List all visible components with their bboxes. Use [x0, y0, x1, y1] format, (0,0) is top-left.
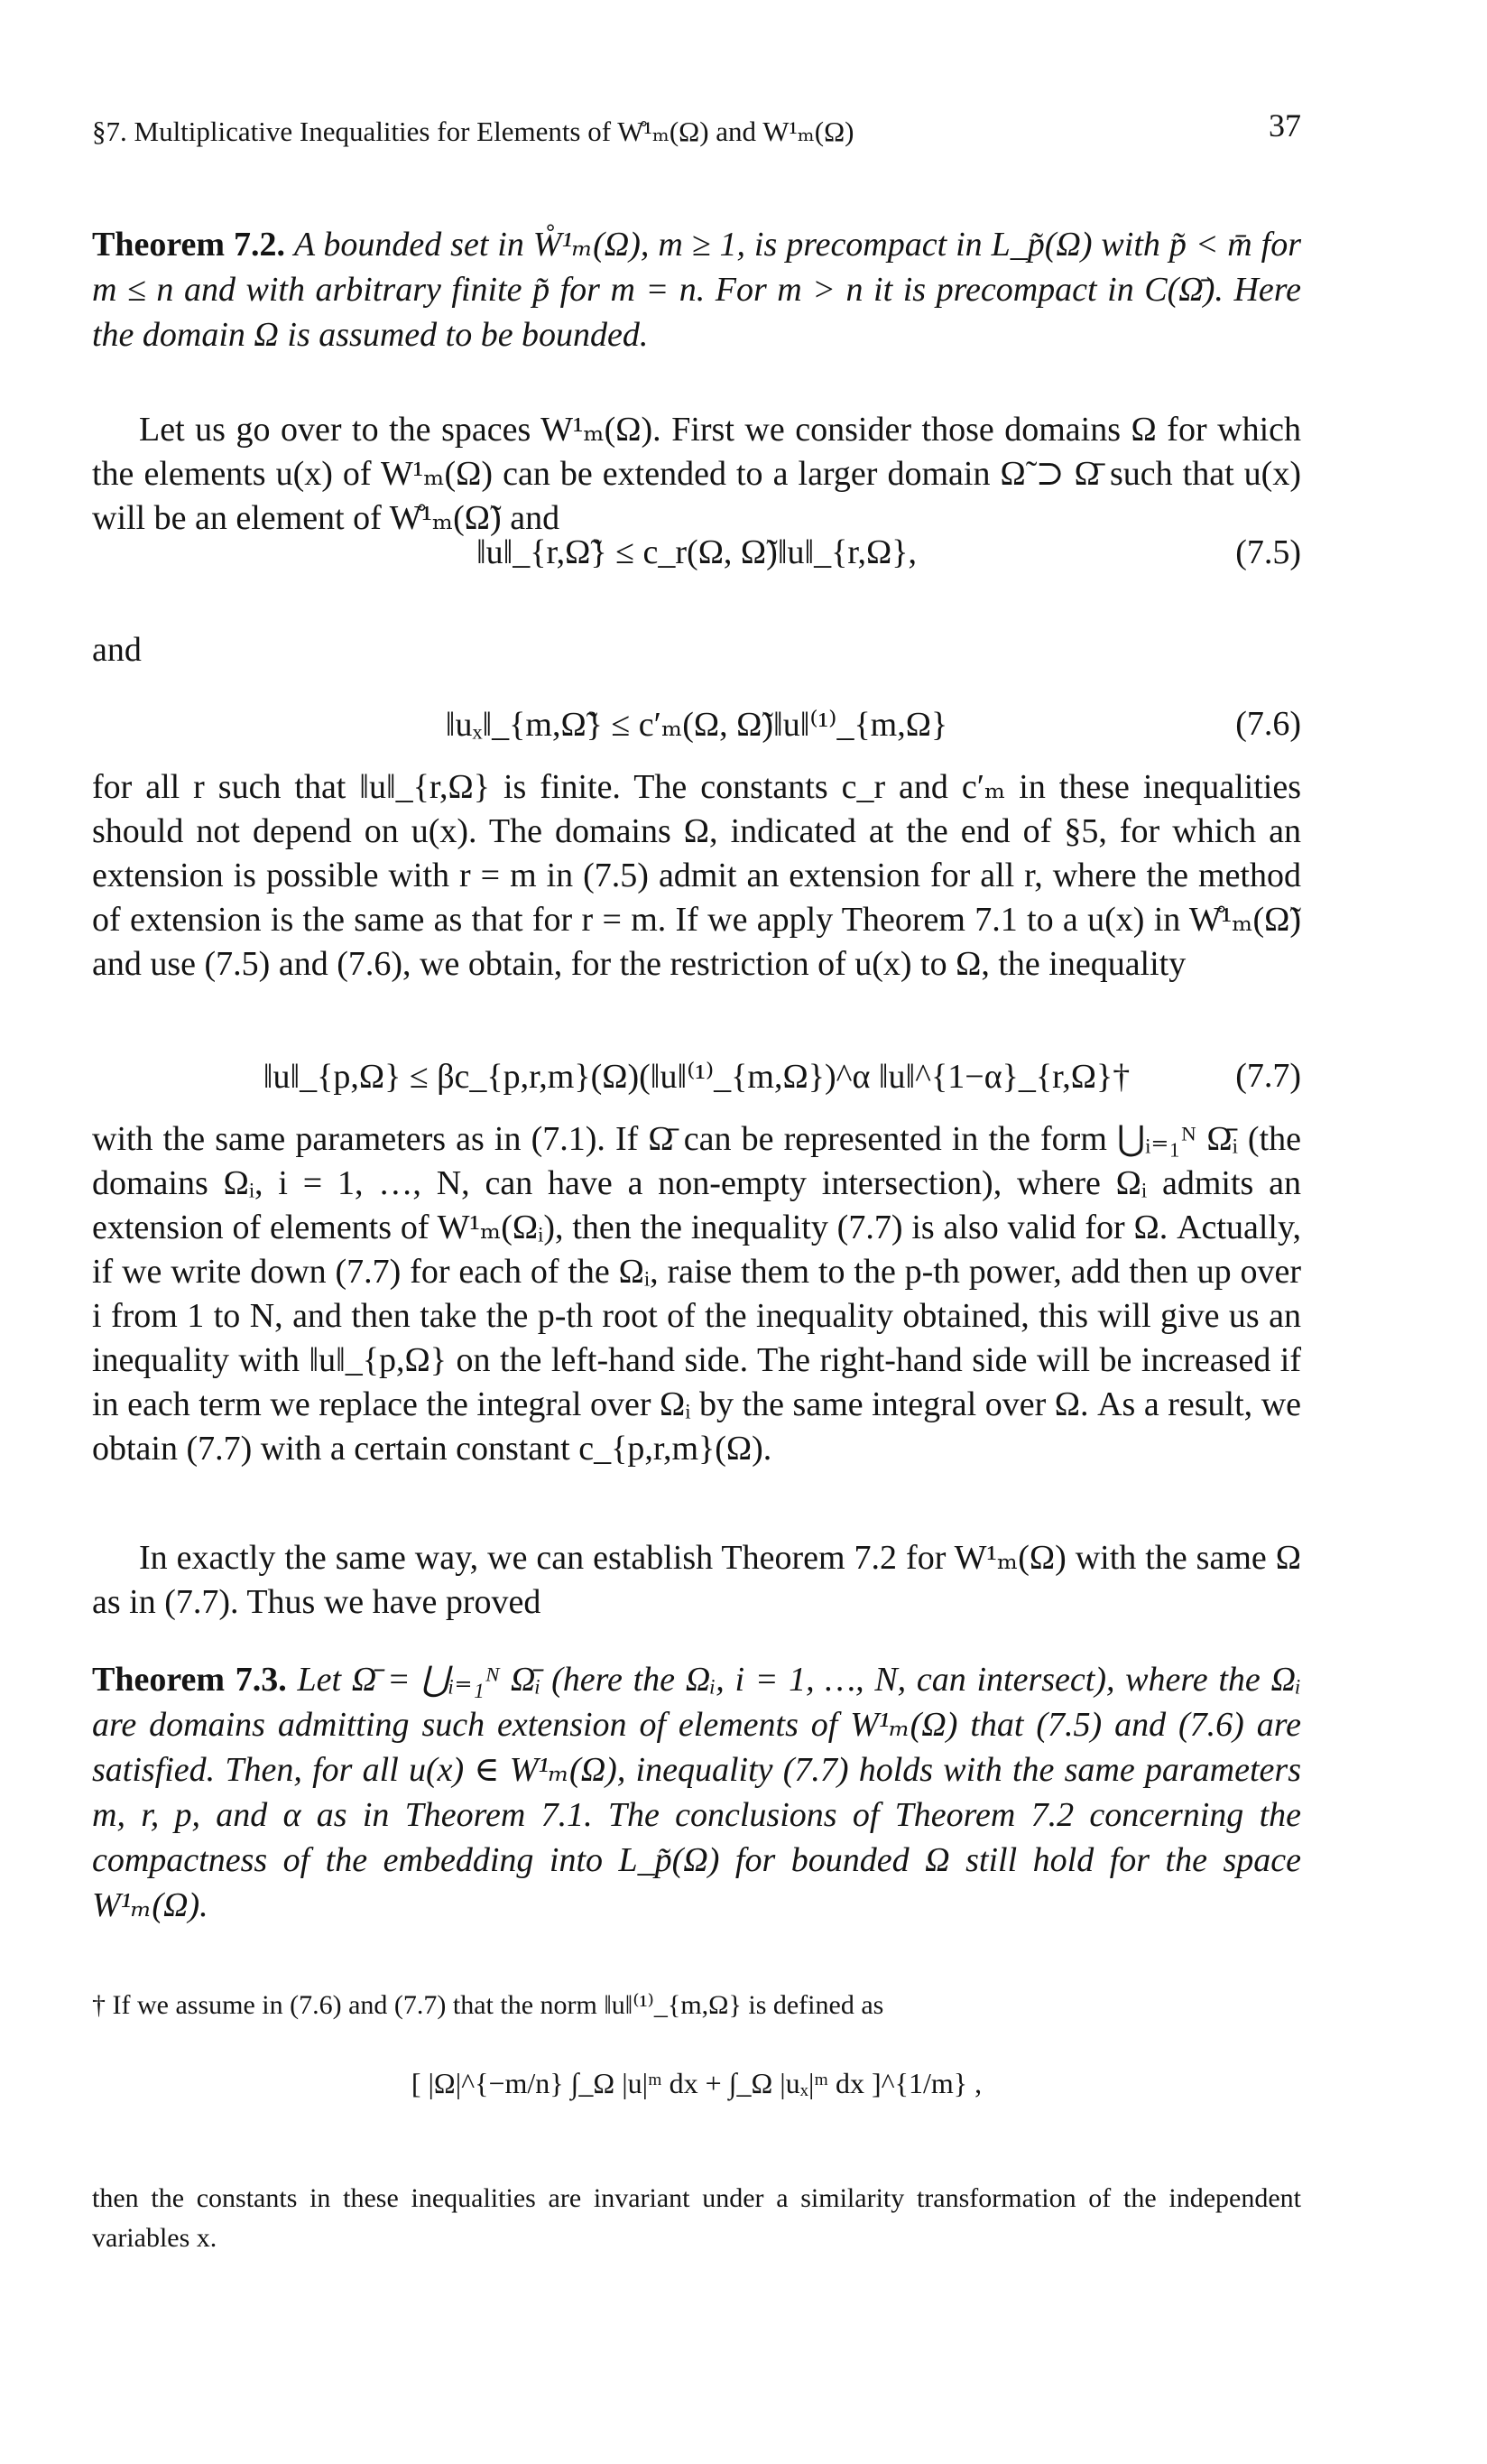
running-header	[92, 107, 1301, 161]
theorem-statement: A bounded set in W̊¹ₘ(Ω), m ≥ 1, is precompact in L_p̃(Ω) with p̃ < m̄ for m ≤ n and with arbitrary finite p̃ for m = n. For m > n it is precompact in C(Ω̄). Here the domain Ω is assumed to be bounded.	[92, 226, 1302, 354]
page-number: 37	[1269, 107, 1301, 144]
equation-number: (7.5)	[1235, 533, 1301, 571]
theorem-label: Theorem 7.3.	[92, 1661, 287, 1699]
theorem-7-3	[92, 1657, 1301, 1928]
equation-7-7	[92, 1056, 1301, 1103]
equation-7-5	[92, 533, 1301, 579]
equation-formula: ‖u‖_{r,Ω̃} ≤ c_r(Ω, Ω̃)‖u‖_{r,Ω},	[476, 533, 918, 571]
footnote-formula	[92, 2031, 1301, 2166]
theorem-statement: Let Ω̄ = ⋃ᵢ₌₁ᴺ Ω̄ᵢ (here the Ωᵢ, i = 1, …, N, can intersect), where the Ωᵢ are domains admitting such extension of elements of W¹ₘ(Ω) that (7.5) and (7.6) are satisfied. Then, for all u(x) ∈ W¹ₘ(Ω), inequality (7.7) holds with the same parameters m, r, p, and α as in Theorem 7.1. The conclusions of Theorem 7.2 concerning the compactness of the embedding into L_p̃(Ω) for bounded Ω still hold for the space W¹ₘ(Ω).	[92, 1661, 1301, 1924]
section-title: §7. Multiplicative Inequalities for Elements of W̊¹ₘ(Ω) and W¹ₘ(Ω)	[92, 116, 854, 147]
theorem-label: Theorem 7.2.	[92, 226, 285, 264]
equation-formula: ‖u‖_{p,Ω} ≤ βc_{p,r,m}(Ω)(‖u‖⁽¹⁾_{m,Ω})^α ‖u‖^{1−α}_{r,Ω}†	[263, 1058, 1131, 1096]
equation-7-6	[92, 704, 1301, 751]
paragraph-union: with the same parameters as in (7.1). If Ω̄ can be represented in the form ⋃ᵢ₌₁ᴺ Ω̄ᵢ (the domains Ωᵢ, i = 1, …, N, can have a non-empty intersection), where Ωᵢ admits an extension of elements of W¹ₘ(Ωᵢ), then the inequality (7.7) is also valid for Ω. Actually, if we write down (7.7) for each of the Ωᵢ, raise them to the p-th power, add then up over i from 1 to N, and then take the p-th root of the inequality obtained, this will give us an inequality with ‖u‖_{p,Ω} on the left-hand side. The right-hand side will be increased if in each term we replace the integral over Ωᵢ by the same integral over Ω. As a result, we obtain (7.7) with a certain constant c_{p,r,m}(Ω).	[92, 1120, 1301, 1468]
theorem-7-2	[92, 222, 1301, 357]
equation-formula: ‖uₓ‖_{m,Ω̃} ≤ c′ₘ(Ω, Ω̃)‖u‖⁽¹⁾_{m,Ω}	[445, 706, 948, 744]
paragraph-extension: for all r such that ‖u‖_{r,Ω} is finite. The constants c_r and c′ₘ in these inequalities should not depend on u(x). The domains Ω, indicated at the end of §5, for which an extension is possible with r = m in (7.5) admit an extension for all r, where the method of extension is the same as that for r = m. If we apply Theorem 7.1 to a u(x) in W̊¹ₘ(Ω̃) and use (7.5) and (7.6), we obtain, for the restriction of u(x) to Ω, the inequality	[92, 768, 1301, 983]
paragraph-thus-proved: In exactly the same way, we can establish Theorem 7.2 for W¹ₘ(Ω) with the same Ω as in (7.7). Thus we have proved	[92, 1539, 1301, 1621]
connective-and: and	[92, 631, 142, 669]
equation-number: (7.6)	[1235, 705, 1301, 743]
norm-definition: [ |Ω|^{−m/n} ∫_Ω |u|ᵐ dx + ∫_Ω |uₓ|ᵐ dx ]^{1/m} ,	[411, 2067, 983, 2099]
footnote-intro: † If we assume in (7.6) and (7.7) that the norm ‖u‖⁽¹⁾_{m,Ω} is defined as	[92, 1990, 884, 2020]
footnote-conclusion: then the constants in these inequalities are invariant under a similarity transformation of the independent variables x.	[92, 2183, 1301, 2253]
equation-number: (7.7)	[1235, 1057, 1301, 1095]
paragraph-spaces: Let us go over to the spaces W¹ₘ(Ω). First we consider those domains Ω for which the elements u(x) of W¹ₘ(Ω) can be extended to a larger domain Ω̃ ⊃ Ω̄ such that u(x) will be an element of W̊¹ₘ(Ω̃) and	[92, 411, 1301, 537]
